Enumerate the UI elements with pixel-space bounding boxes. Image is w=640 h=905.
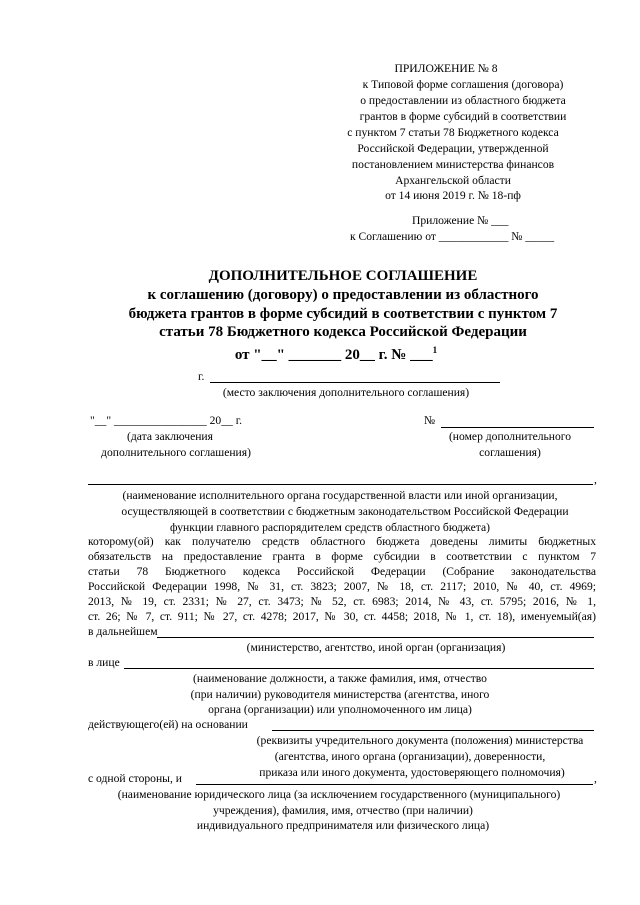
- appendix-line: постановлением министерства финансов: [351, 158, 555, 171]
- party-field[interactable]: [196, 784, 593, 785]
- hereinafter-label: в дальнейшем: [88, 625, 158, 638]
- basis-field[interactable]: [272, 730, 594, 731]
- appendix-line: от 14 июня 2019 г. № 18-пф: [385, 189, 521, 202]
- body-line: 2013, № 19, ст. 2331; № 27, ст. 3473; № 52, ст. 6983; 2014, № 43, ст. 5795; 2016, № 1,: [88, 595, 596, 608]
- document-title: ДОПОЛНИТЕЛЬНОЕ СОГЛАШЕНИЕ: [208, 268, 478, 284]
- number-field[interactable]: [441, 427, 594, 428]
- basis-caption: (агентства, иного органа (организации), доверенности,: [274, 750, 546, 763]
- person-caption: (наименование должности, а также фамилия, имя, отчество: [193, 672, 487, 685]
- to-agreement-label: к Соглашению от ____________ № _____: [350, 230, 555, 243]
- body-line: ст. 26; № 7, ст. 911; № 27, ст. 4278; 2017, № 30, ст. 4458; 2018, № 1, ст. 18), именуемый(ая): [88, 610, 596, 623]
- document-subtitle: бюджета грантов в форме субсидий в соответствии с пунктом 7: [128, 306, 558, 322]
- place-prefix: г.: [198, 370, 205, 383]
- comma: ,: [594, 772, 597, 785]
- number-prefix: №: [424, 414, 436, 427]
- organization-caption: (наименование исполнительного органа государственной власти или иной организации,: [122, 489, 558, 502]
- person-field[interactable]: [124, 668, 594, 669]
- organization-caption: функции главного распорядителем средств областного бюджета): [169, 521, 491, 534]
- document-subtitle: к соглашению (договору) о предоставлении из областного: [147, 287, 539, 303]
- basis-caption: (реквизиты учредительного документа (положения) министерства: [256, 734, 584, 747]
- body-line: обязательств на предоставление гранта в форме субсидии в соответствии с пунктом 7: [88, 550, 596, 563]
- date-caption: дополнительного соглашения): [101, 446, 251, 459]
- body-line: статьи 78 Бюджетного кодекса Российской Федерации (Собрание законодательства: [88, 565, 596, 578]
- date-caption: (дата заключения: [127, 430, 213, 443]
- body-line: Российской Федерации 1998, № 31, ст. 3823; 2007, № 18, ст. 2117; 2010, № 40, ст. 4969;: [88, 580, 596, 593]
- date-field[interactable]: "__" ________________ 20__ г.: [90, 414, 243, 427]
- place-field[interactable]: [210, 382, 500, 383]
- number-caption: (номер дополнительного: [448, 430, 572, 443]
- appendix-line: грантов в форме субсидий в соответствии: [359, 110, 567, 123]
- organization-field[interactable]: [88, 484, 593, 485]
- document-subtitle: статьи 78 Бюджетного кодекса Российской Федерации: [159, 324, 527, 340]
- basis-label: действующего(ей) на основании: [88, 718, 248, 731]
- sub-appendix-label: Приложение № ___: [412, 214, 509, 227]
- date-number-text: от "__" _______ 20__ г. № ___: [234, 347, 433, 363]
- party-caption: учреждения), фамилия, имя, отчество (при наличии): [213, 804, 473, 817]
- appendix-line: о предоставлении из областного бюджета: [360, 94, 566, 107]
- document-date-number: [235, 342, 437, 364]
- person-label: в лице: [88, 656, 120, 669]
- place-caption: (место заключения дополнительного соглашения): [222, 386, 470, 399]
- appendix-title: ПРИЛОЖЕНИЕ № 8: [394, 62, 498, 75]
- hereinafter-caption: (министерство, агентство, иной орган (организация): [246, 641, 506, 654]
- basis-caption: приказа или иного документа, удостоверяющего полномочия): [259, 766, 565, 779]
- number-caption: соглашения): [479, 446, 541, 459]
- appendix-line: с пунктом 7 статьи 78 Бюджетного кодекса: [347, 126, 559, 139]
- party-caption: индивидуального предпринимателя или физического лица): [196, 819, 490, 832]
- hereinafter-field[interactable]: [157, 637, 594, 638]
- appendix-line: к Типовой форме соглашения (договора): [362, 78, 564, 91]
- appendix-line: Архангельской области: [395, 174, 511, 187]
- footnote-mark: 1: [432, 345, 438, 355]
- comma: ,: [594, 473, 597, 486]
- person-caption: (при наличии) руководителя министерства (агентства, иного: [190, 688, 490, 701]
- body-line: которому(ой) как получателю средств областного бюджета доведены лимиты бюджетных: [88, 535, 596, 548]
- person-caption: органа (организации) или уполномоченного им лица): [208, 703, 472, 716]
- organization-caption: осуществляющей в соответствии с бюджетным законодательством Российской Федерации: [121, 505, 569, 518]
- party-label: с одной стороны, и: [88, 772, 182, 785]
- party-caption: (наименование юридического лица (за исключением государственного (муниципального): [117, 788, 561, 801]
- appendix-line: Российской Федерации, утвержденной: [357, 142, 549, 155]
